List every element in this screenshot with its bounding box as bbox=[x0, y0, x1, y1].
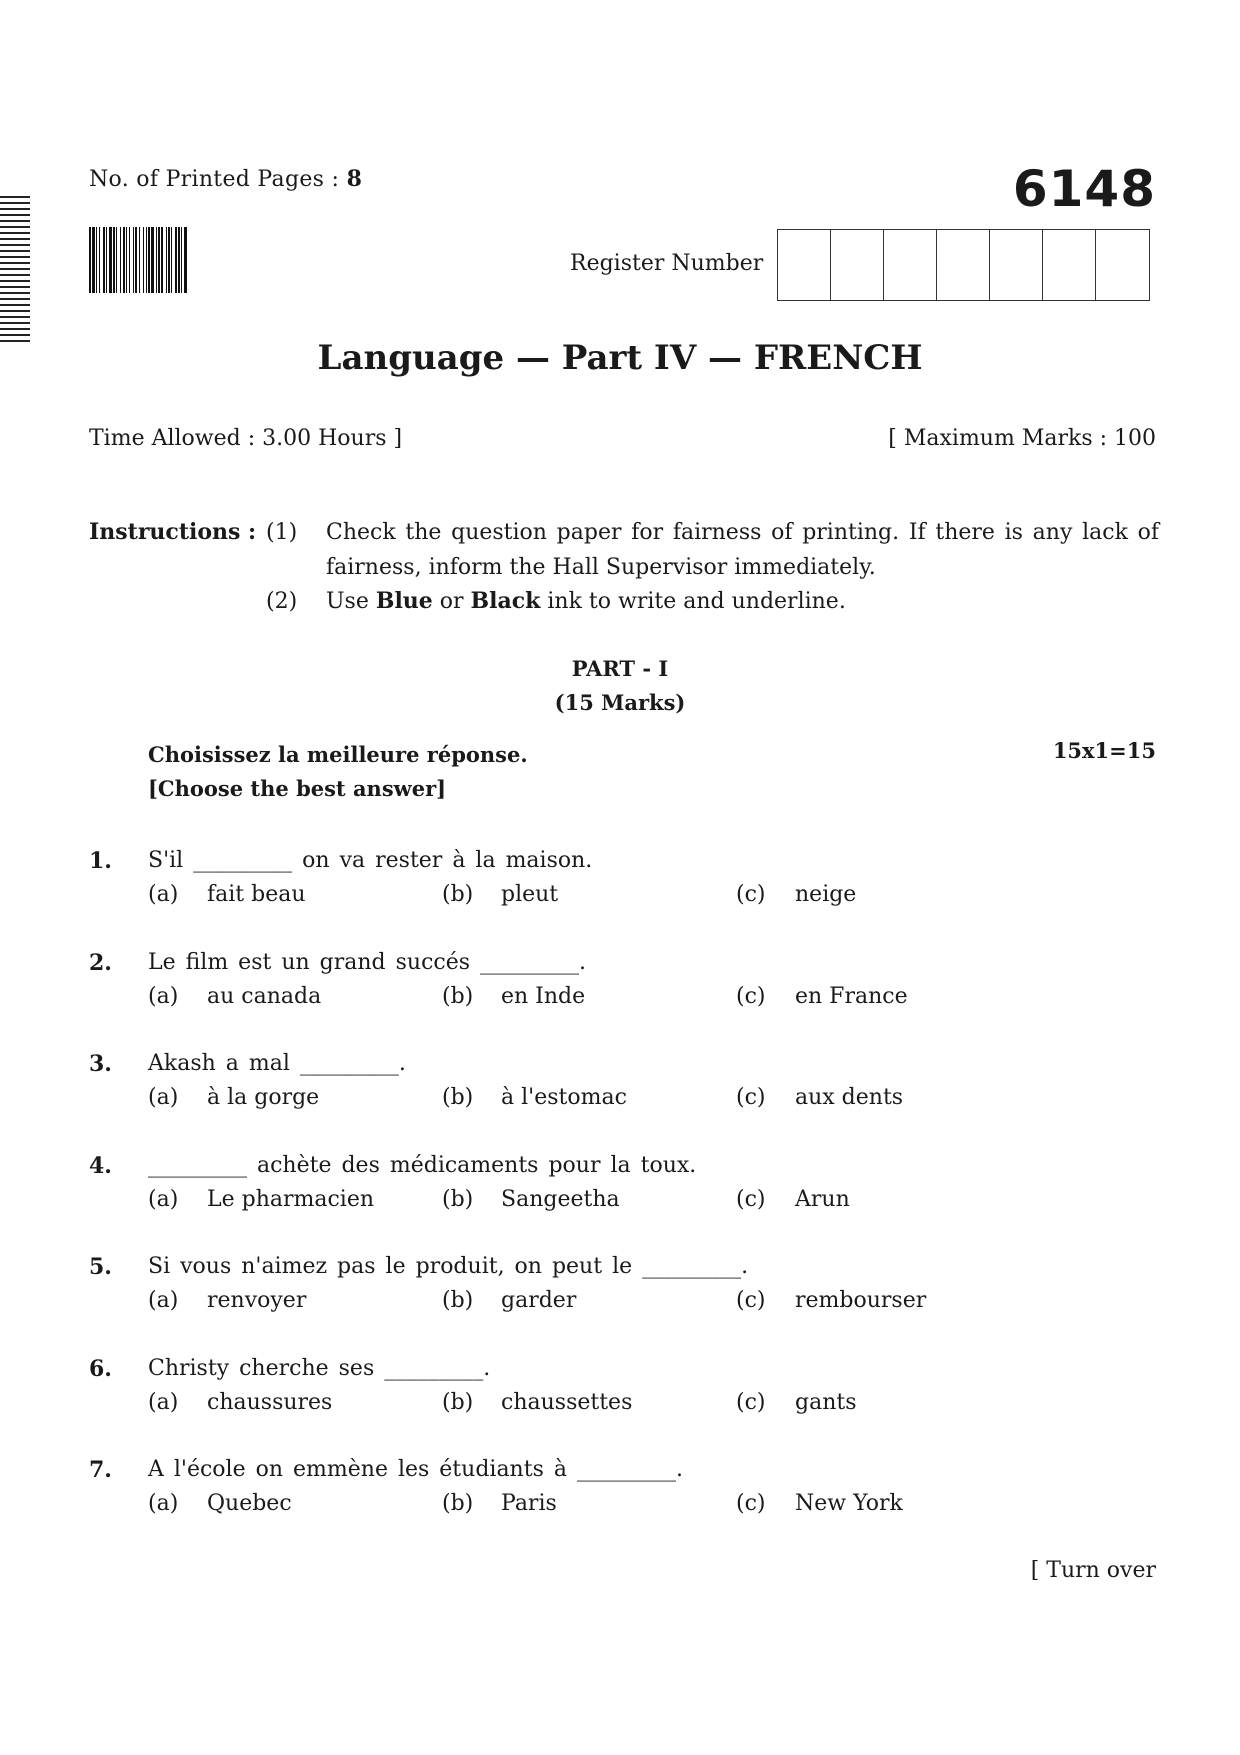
barcode-bar bbox=[143, 227, 144, 293]
question-text: Le film est un grand succés _________. bbox=[148, 950, 587, 975]
question-text: Si vous n'aimez pas le produit, on peut le _________. bbox=[148, 1254, 749, 1279]
option-label: (c) bbox=[736, 1288, 766, 1313]
option-label: (a) bbox=[148, 882, 179, 907]
option-label: (c) bbox=[736, 1187, 766, 1212]
register-digit-box[interactable] bbox=[990, 230, 1043, 300]
option-text: aux dents bbox=[795, 1085, 904, 1110]
paper-title: Language — Part IV — FRENCH bbox=[317, 338, 923, 378]
instruction-number: (1) bbox=[266, 520, 298, 545]
printed-pages bbox=[89, 166, 362, 192]
option-label: (b) bbox=[442, 1491, 474, 1516]
register-digit-box[interactable] bbox=[1096, 230, 1149, 300]
register-digit-box[interactable] bbox=[884, 230, 937, 300]
directions-french: Choisissez la meilleure réponse. bbox=[148, 742, 528, 767]
barcode-bar bbox=[120, 227, 121, 293]
barcode-bar bbox=[99, 227, 100, 293]
barcode-bar bbox=[96, 227, 97, 293]
option-label: (a) bbox=[148, 1288, 179, 1313]
instruction-number: (2) bbox=[266, 589, 298, 614]
question-number: 7. bbox=[89, 1457, 112, 1483]
option-label: (a) bbox=[148, 1085, 179, 1110]
barcode bbox=[89, 227, 307, 293]
turn-over: [ Turn over bbox=[1030, 1558, 1156, 1583]
option-text: en Inde bbox=[501, 984, 586, 1009]
option-label: (c) bbox=[736, 1390, 766, 1415]
part-marks: (15 Marks) bbox=[554, 690, 686, 715]
option-label: (a) bbox=[148, 1187, 179, 1212]
option-label: (b) bbox=[442, 1085, 474, 1110]
option-text: Quebec bbox=[207, 1491, 292, 1516]
option-text: fait beau bbox=[207, 882, 306, 907]
option-text: pleut bbox=[501, 882, 559, 907]
maximum-marks: [ Maximum Marks : 100 bbox=[888, 426, 1156, 451]
registration-marks bbox=[0, 196, 30, 344]
option-text: New York bbox=[795, 1491, 903, 1516]
question-text: Christy cherche ses _________. bbox=[148, 1356, 491, 1381]
register-digit-box[interactable] bbox=[937, 230, 990, 300]
question-text: S'il _________ on va rester à la maison. bbox=[148, 848, 593, 873]
question-text: _________ achète des médicaments pour la toux. bbox=[148, 1153, 697, 1178]
instruction-text-part: ink to write and underline. bbox=[540, 589, 846, 614]
barcode-bar bbox=[161, 227, 163, 293]
instruction-text-part: Use bbox=[326, 589, 376, 614]
barcode-bar bbox=[139, 227, 140, 293]
question-number: 4. bbox=[89, 1153, 112, 1179]
register-digit-box[interactable] bbox=[831, 230, 884, 300]
option-label: (c) bbox=[736, 984, 766, 1009]
printed-pages-value: 8 bbox=[346, 166, 363, 192]
option-text: Sangeetha bbox=[501, 1187, 620, 1212]
option-label: (c) bbox=[736, 1085, 766, 1110]
barcode-bar bbox=[178, 227, 180, 293]
part-title: PART - I bbox=[571, 656, 669, 681]
barcode-bar bbox=[181, 227, 182, 293]
question-number: 2. bbox=[89, 950, 112, 976]
option-label: (a) bbox=[148, 1491, 179, 1516]
directions-english: [Choose the best answer] bbox=[148, 776, 447, 801]
barcode-bar bbox=[184, 227, 187, 293]
option-text: en France bbox=[795, 984, 908, 1009]
barcode-bar bbox=[135, 227, 137, 293]
barcode-bar bbox=[113, 227, 115, 293]
section-score: 15x1=15 bbox=[1052, 738, 1156, 763]
instruction-bold-black: Black bbox=[470, 588, 541, 614]
register-digit-box[interactable] bbox=[1043, 230, 1096, 300]
option-label: (b) bbox=[442, 882, 474, 907]
option-text: à la gorge bbox=[207, 1085, 320, 1110]
option-text: garder bbox=[501, 1288, 577, 1313]
option-label: (b) bbox=[442, 984, 474, 1009]
option-text: Le pharmacien bbox=[207, 1187, 375, 1212]
question-text: Akash a mal _________. bbox=[148, 1051, 406, 1076]
barcode-bar bbox=[133, 227, 134, 293]
option-label: (a) bbox=[148, 984, 179, 1009]
instruction-bold-blue: Blue bbox=[375, 588, 433, 614]
option-text: renvoyer bbox=[207, 1288, 307, 1313]
directions bbox=[148, 738, 528, 806]
barcode-bar bbox=[123, 227, 125, 293]
option-text: neige bbox=[795, 882, 857, 907]
barcode-bar bbox=[151, 227, 154, 293]
barcode-bar bbox=[171, 227, 172, 293]
register-digit-box[interactable] bbox=[778, 230, 831, 300]
option-text: gants bbox=[795, 1390, 857, 1415]
question-number: 6. bbox=[89, 1356, 112, 1382]
question-number: 1. bbox=[89, 848, 112, 874]
barcode-bar bbox=[146, 227, 147, 293]
question-number: 5. bbox=[89, 1254, 112, 1280]
barcode-bar bbox=[103, 227, 105, 293]
instruction-text-part: or bbox=[432, 589, 471, 614]
option-text: rembourser bbox=[795, 1288, 927, 1313]
part-heading bbox=[0, 652, 1240, 720]
option-text: Arun bbox=[795, 1187, 850, 1212]
option-text: chaussettes bbox=[501, 1390, 633, 1415]
option-text: à l'estomac bbox=[501, 1085, 627, 1110]
option-label: (b) bbox=[442, 1187, 474, 1212]
register-number-boxes[interactable] bbox=[777, 229, 1150, 301]
barcode-bar bbox=[175, 227, 177, 293]
instructions-heading: Instructions : bbox=[89, 519, 257, 545]
time-allowed: Time Allowed : 3.00 Hours ] bbox=[89, 426, 403, 451]
barcode-bar bbox=[92, 227, 95, 293]
barcode-bar bbox=[148, 227, 150, 293]
option-label: (c) bbox=[736, 882, 766, 907]
barcode-bar bbox=[156, 227, 157, 293]
question-number: 3. bbox=[89, 1051, 112, 1077]
option-label: (b) bbox=[442, 1288, 474, 1313]
barcode-bar bbox=[168, 227, 170, 293]
register-number-label: Register Number bbox=[570, 251, 764, 276]
instruction-text bbox=[326, 584, 1159, 619]
barcode-bar bbox=[166, 227, 167, 293]
option-label: (c) bbox=[736, 1491, 766, 1516]
printed-pages-label: No. of Printed Pages : bbox=[89, 167, 340, 192]
barcode-bar bbox=[89, 227, 91, 293]
option-text: Paris bbox=[501, 1491, 557, 1516]
option-label: (a) bbox=[148, 1390, 179, 1415]
option-label: (b) bbox=[442, 1390, 474, 1415]
question-text: A l'école on emmène les étudiants à _________. bbox=[148, 1457, 683, 1482]
instruction-text: Check the question paper for fairness of printing. If there is any lack of fairness, inform the Hall Supervisor immediately. bbox=[326, 520, 1159, 580]
paper-code: 6148 bbox=[1012, 160, 1156, 218]
barcode-bar bbox=[106, 227, 107, 293]
barcode-bar bbox=[109, 227, 112, 293]
option-text: au canada bbox=[207, 984, 322, 1009]
barcode-bar bbox=[116, 227, 117, 293]
barcode-bar bbox=[129, 227, 130, 293]
barcode-bar bbox=[158, 227, 160, 293]
option-text: chaussures bbox=[207, 1390, 333, 1415]
barcode-bar bbox=[126, 227, 127, 293]
